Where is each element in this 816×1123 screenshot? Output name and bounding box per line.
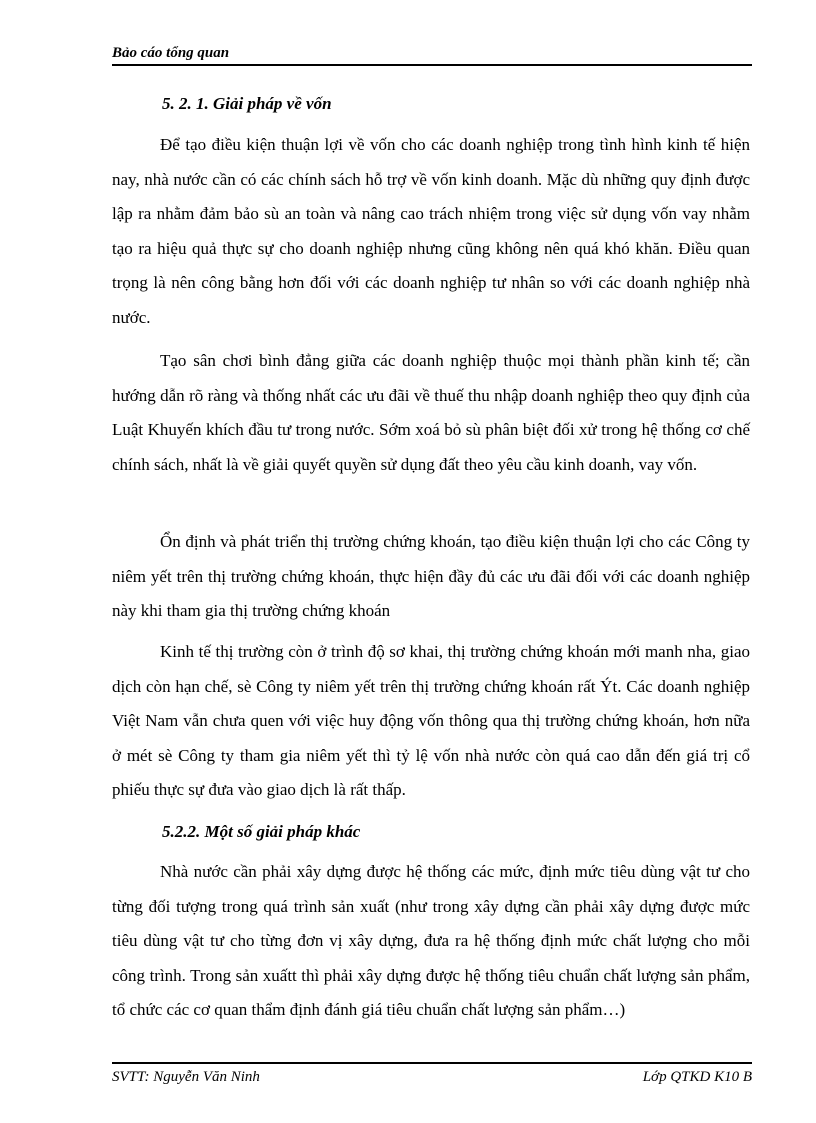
section-heading-other-solutions: 5.2.2. Một số giải pháp khác bbox=[162, 822, 361, 841]
page-footer bbox=[112, 1062, 752, 1088]
paragraph-market-early-stage: Kinh tế thị trường còn ở trình độ sơ khai, thị trường chứng khoán mới manh nha, giao dịch còn hạn chế, sè Công ty niêm yết trên thị trường chứng khoán rất Ýt. Các doanh nghiệp Việt Nam vẫn chưa quen với việc huy động vốn thông qua thị trường chứng khoán, hơn nữa ở mét sè Công ty tham gia niêm yết thì tỷ lệ vốn nhà nước còn quá cao dẫn đến giá trị cổ phiếu thực sự đưa vào giao dịch là rất thấp. bbox=[112, 642, 750, 799]
paragraph-stock-market-stability: Ổn định và phát triển thị trường chứng khoán, tạo điều kiện thuận lợi cho các Công ty niêm yết trên thị trường chứng khoán, thực hiện đầy đủ các ưu đãi đối với các doanh nghiệp này khi tham gia thị trường chứng khoán bbox=[112, 532, 750, 620]
header-title: Bảo cáo tổng quan bbox=[112, 45, 230, 61]
footer-student: SVTT: Nguyễn Văn Ninh bbox=[112, 1069, 260, 1085]
page-header bbox=[112, 44, 752, 66]
section-heading-capital-solutions: 5. 2. 1. Giải pháp về vốn bbox=[162, 94, 332, 113]
paragraph-capital-policy: Để tạo điều kiện thuận lợi về vốn cho các doanh nghiệp trong tình hình kinh tế hiện nay, nhà nước cần có các chính sách hỗ trợ về vốn kinh doanh. Mặc dù những quy định được lập ra nhằm đảm bảo sù an toàn và nâng cao trách nhiệm trong việc sử dụng vốn vay nhằm tạo ra hiệu quả thực sự cho doanh nghiệp nhưng cũng không nên quá khó khăn. Điều quan trọng là nên công bằng hơn đối với các doanh nghiệp tư nhân so với các doanh nghiệp nhà nước. bbox=[112, 135, 750, 327]
paragraph-consumption-norms: Nhà nước cần phải xây dựng được hệ thống các mức, định mức tiêu dùng vật tư cho từng đối tượng trong quá trình sản xuất (như trong xây dựng cần phải xây dựng được mức tiêu dùng vật tư cho từng đơn vị xây dựng, đưa ra hệ thống định mức chất lượng cho mỗi công trình. Trong sản xuấtt thì phải xây dựng được hệ thống tiêu chuẩn chất lượng sản phẩm, tổ chức các cơ quan thẩm định đánh giá tiêu chuẩn chất lượng sản phẩm…) bbox=[112, 862, 750, 1019]
footer-class: Lớp QTKD K10 B bbox=[642, 1069, 752, 1085]
paragraph-equal-playing-field: Tạo sân chơi bình đẳng giữa các doanh nghiệp thuộc mọi thành phần kinh tế; cần hướng dẫn rõ ràng và thống nhất các ưu đãi về thuế thu nhập doanh nghiệp theo quy định của Luật Khuyến khích đầu tư trong nước. Sớm xoá bỏ sù phân biệt đối xử trong hệ thống cơ chế chính sách, nhất là về giải quyết quyền sử dụng đất theo yêu cầu kinh doanh, vay vốn. bbox=[112, 351, 750, 474]
